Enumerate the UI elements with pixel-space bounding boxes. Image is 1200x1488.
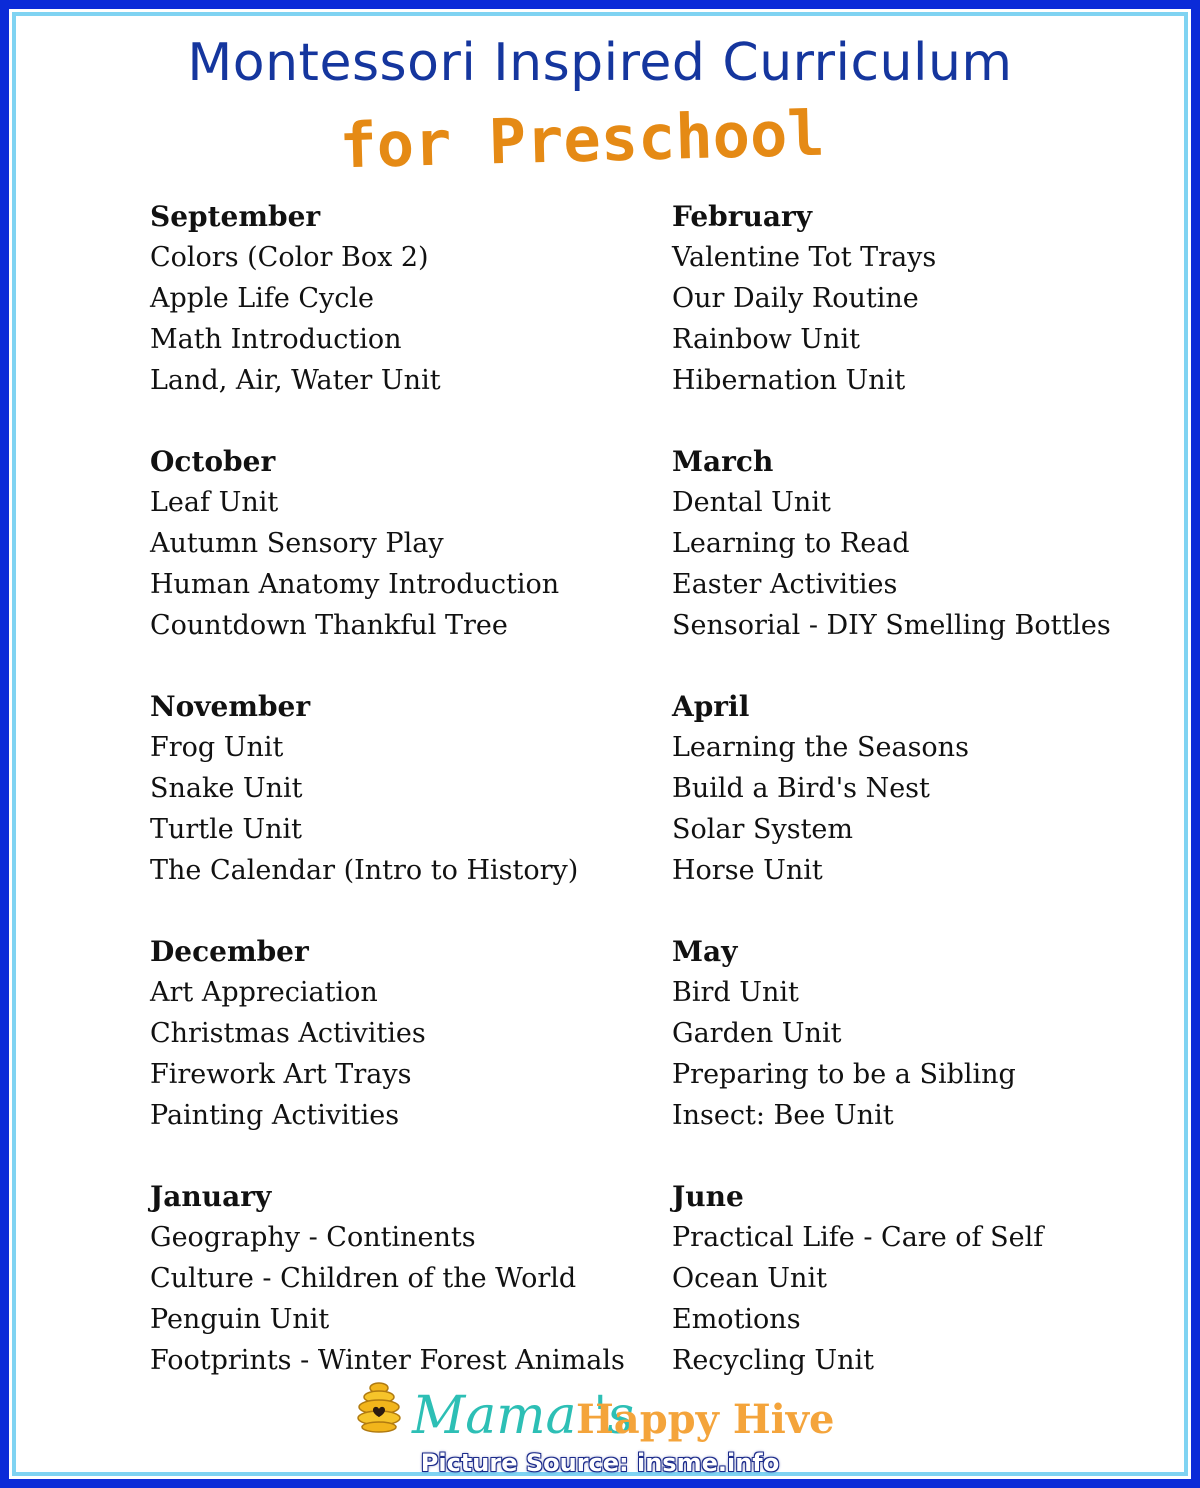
curriculum-item: Bird Unit xyxy=(672,977,799,1008)
month-heading: October xyxy=(150,445,276,478)
month-section xyxy=(150,931,625,1176)
curriculum-item: Colors (Color Box 2) xyxy=(150,242,429,273)
curriculum-item: Practical Life - Care of Self xyxy=(672,1222,1044,1253)
page-title: Montessori Inspired Curriculum xyxy=(187,33,1013,93)
month-heading: November xyxy=(150,690,311,723)
curriculum-item: Countdown Thankful Tree xyxy=(150,610,508,641)
curriculum-item: Dental Unit xyxy=(672,487,831,518)
curriculum-item: Leaf Unit xyxy=(150,487,279,518)
curriculum-item: Firework Art Trays xyxy=(150,1059,412,1090)
curriculum-item: Art Appreciation xyxy=(150,977,378,1008)
beehive-icon xyxy=(356,1380,402,1434)
month-section xyxy=(672,441,1111,686)
page-subtitle: for Preschool xyxy=(338,96,826,183)
month-heading: June xyxy=(672,1180,744,1213)
curriculum-item: Easter Activities xyxy=(672,569,898,600)
month-heading: April xyxy=(672,690,750,723)
brand-logo xyxy=(356,1378,876,1458)
month-section xyxy=(672,196,1111,441)
month-heading: September xyxy=(150,200,321,233)
month-section xyxy=(150,196,625,441)
curriculum-item: Land, Air, Water Unit xyxy=(150,365,441,396)
curriculum-item: Christmas Activities xyxy=(150,1018,426,1049)
logo-text-happy-hive: Happy Hive xyxy=(576,1396,835,1443)
curriculum-item: Emotions xyxy=(672,1304,801,1335)
curriculum-item: Ocean Unit xyxy=(672,1263,827,1294)
curriculum-item: Rainbow Unit xyxy=(672,324,860,355)
month-heading: May xyxy=(672,935,738,968)
curriculum-item: Penguin Unit xyxy=(150,1304,330,1335)
month-section xyxy=(672,931,1111,1176)
curriculum-item: Solar System xyxy=(672,814,854,845)
curriculum-item: Our Daily Routine xyxy=(672,283,919,314)
right-column xyxy=(672,196,1111,1421)
curriculum-item: Learning the Seasons xyxy=(672,732,969,763)
curriculum-item: Hibernation Unit xyxy=(672,365,906,396)
curriculum-item: Horse Unit xyxy=(672,855,823,886)
curriculum-item: Preparing to be a Sibling xyxy=(672,1059,1016,1090)
month-heading: January xyxy=(150,1180,272,1213)
curriculum-item: Snake Unit xyxy=(150,773,303,804)
curriculum-item: Apple Life Cycle xyxy=(150,283,375,314)
month-section xyxy=(150,686,625,931)
curriculum-item: Autumn Sensory Play xyxy=(150,528,444,559)
month-heading: December xyxy=(150,935,309,968)
curriculum-item: Culture - Children of the World xyxy=(150,1263,577,1294)
curriculum-item: Frog Unit xyxy=(150,732,284,763)
curriculum-item: Human Anatomy Introduction xyxy=(150,569,560,600)
curriculum-item: Garden Unit xyxy=(672,1018,842,1049)
left-column xyxy=(150,196,625,1421)
curriculum-item: Turtle Unit xyxy=(150,814,302,845)
month-heading: February xyxy=(672,200,813,233)
curriculum-item: Valentine Tot Trays xyxy=(672,242,937,273)
curriculum-item: Insect: Bee Unit xyxy=(672,1100,894,1131)
curriculum-item: Geography - Continents xyxy=(150,1222,476,1253)
logo-text-mama: Mama 's xyxy=(412,1386,635,1446)
curriculum-item: Math Introduction xyxy=(150,324,402,355)
curriculum-item: Painting Activities xyxy=(150,1100,400,1131)
curriculum-item: Sensorial - DIY Smelling Bottles xyxy=(672,610,1111,641)
curriculum-item: Recycling Unit xyxy=(672,1345,874,1376)
curriculum-item: Footprints - Winter Forest Animals xyxy=(150,1345,625,1376)
picture-source-caption: Picture Source: insme.info xyxy=(420,1449,780,1477)
month-section xyxy=(672,686,1111,931)
curriculum-item: Build a Bird's Nest xyxy=(672,773,930,804)
curriculum-item: Learning to Read xyxy=(672,528,910,559)
month-section xyxy=(150,441,625,686)
curriculum-item: The Calendar (Intro to History) xyxy=(150,855,579,886)
month-heading: March xyxy=(672,445,774,478)
